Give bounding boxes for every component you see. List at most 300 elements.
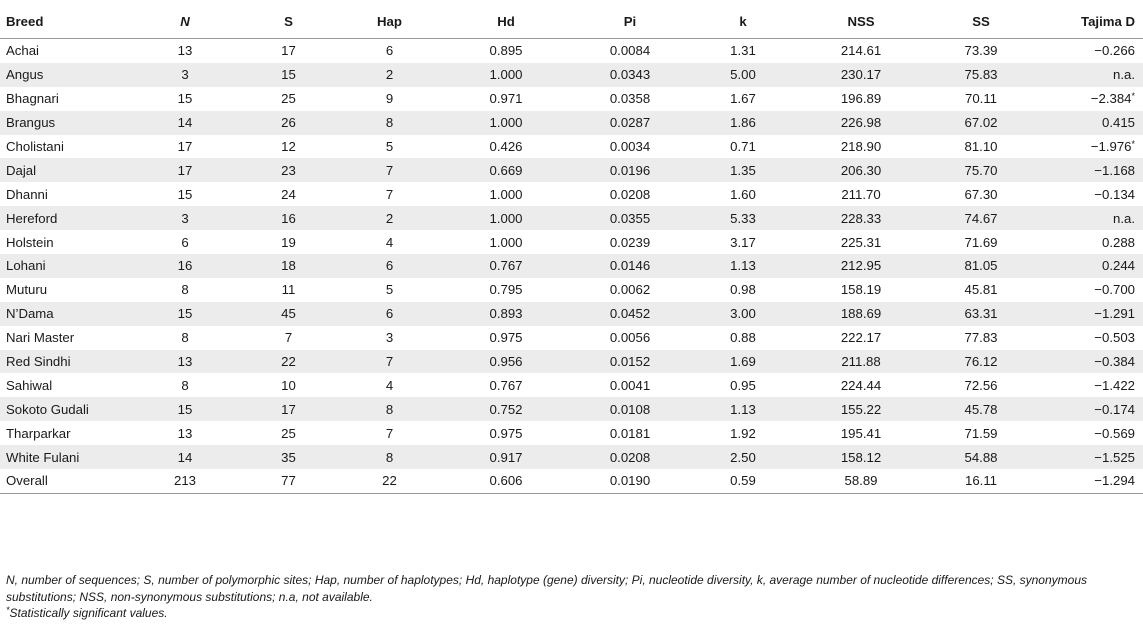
cell-pi — [570, 158, 690, 182]
significance-asterisk: * — [1131, 139, 1135, 149]
cell-k-value: 0.98 — [730, 282, 756, 298]
cell-hap — [337, 421, 442, 445]
significance-asterisk: * — [1131, 91, 1135, 102]
cell-ss — [926, 397, 1036, 421]
cell-s-value: 23 — [281, 162, 296, 178]
cell-hd-value: 1.000 — [489, 115, 523, 131]
cell-tajima-d-value: −0.700 — [1094, 282, 1135, 298]
cell-breed-value: Angus — [6, 67, 44, 83]
table-row — [0, 230, 1143, 254]
table-row — [0, 350, 1143, 374]
cell-hap-value: 5 — [385, 139, 394, 154]
cell-tajima-d — [1036, 350, 1143, 374]
cell-tajima-d-value: n.a. — [1113, 210, 1135, 226]
cell-breed — [0, 111, 130, 135]
cell-s-value: 26 — [281, 115, 296, 131]
cell-nss-value: 158.19 — [840, 282, 882, 298]
cell-n — [130, 302, 240, 326]
cell-k-value: 1.13 — [730, 401, 756, 417]
cell-hap — [337, 278, 442, 302]
cell-s-value: 25 — [281, 425, 296, 441]
cell-breed-value: Holstein — [6, 234, 54, 250]
cell-s — [240, 350, 337, 374]
cell-hap-value: 4 — [385, 377, 394, 393]
cell-tajima-d-value: −0.569 — [1094, 425, 1135, 441]
cell-breed — [0, 302, 130, 326]
cell-pi — [570, 63, 690, 87]
cell-s-value: 24 — [281, 186, 296, 202]
table-row — [0, 39, 1143, 63]
col-header-n: N — [130, 4, 240, 39]
cell-pi-value: 0.0062 — [609, 282, 651, 298]
cell-k — [690, 254, 796, 278]
cell-breed — [0, 350, 130, 374]
diversity-table — [0, 4, 1143, 494]
table-row — [0, 63, 1143, 87]
cell-ss — [926, 135, 1036, 159]
cell-n — [130, 397, 240, 421]
cell-n-value: 14 — [177, 115, 193, 131]
cell-hd — [442, 469, 570, 493]
cell-s-value: 11 — [281, 282, 296, 298]
cell-s — [240, 206, 337, 230]
cell-pi — [570, 278, 690, 302]
cell-hd-value: 0.752 — [489, 401, 523, 417]
cell-tajima-d — [1036, 421, 1143, 445]
cell-breed — [0, 469, 130, 493]
table-body — [0, 39, 1143, 494]
cell-ss-value: 81.10 — [964, 139, 998, 154]
cell-hd — [442, 326, 570, 350]
cell-n-value: 15 — [177, 91, 193, 107]
cell-nss-value: 222.17 — [840, 330, 882, 346]
col-header-hap: Hap — [337, 4, 442, 39]
col-header-tajima-d: Tajima D — [1036, 4, 1143, 39]
cell-hap — [337, 302, 442, 326]
cell-n — [130, 230, 240, 254]
cell-hd — [442, 182, 570, 206]
cell-hd-value: 1.000 — [489, 210, 523, 226]
cell-breed — [0, 445, 130, 469]
cell-hap-value: 6 — [385, 43, 394, 59]
cell-hap — [337, 111, 442, 135]
cell-hd-value: 0.767 — [489, 258, 523, 274]
cell-hap-value: 2 — [385, 67, 394, 83]
cell-s — [240, 326, 337, 350]
cell-pi — [570, 302, 690, 326]
cell-nss-value: 58.89 — [844, 473, 878, 489]
cell-breed-value: Sahiwal — [6, 377, 53, 393]
cell-pi-value: 0.0355 — [609, 210, 651, 226]
cell-ss — [926, 326, 1036, 350]
cell-s — [240, 445, 337, 469]
cell-hap — [337, 182, 442, 206]
cell-k — [690, 182, 796, 206]
cell-n-value: 15 — [177, 186, 193, 202]
cell-tajima-d-value: −1.291 — [1094, 306, 1135, 322]
cell-breed — [0, 373, 130, 397]
cell-pi-value: 0.0084 — [609, 43, 651, 59]
cell-hd-value: 0.971 — [489, 91, 523, 107]
cell-hap — [337, 87, 442, 111]
cell-ss — [926, 87, 1036, 111]
cell-s — [240, 421, 337, 445]
cell-nss — [796, 230, 926, 254]
cell-breed — [0, 230, 130, 254]
cell-nss-value: 230.17 — [840, 67, 882, 83]
cell-hap — [337, 469, 442, 493]
cell-hap — [337, 373, 442, 397]
cell-tajima-d-value: −0.384 — [1094, 354, 1135, 370]
cell-nss-value: 158.12 — [840, 449, 882, 465]
cell-hd — [442, 397, 570, 421]
cell-nss-value: 188.69 — [840, 306, 882, 322]
cell-k — [690, 421, 796, 445]
cell-s — [240, 63, 337, 87]
significance-footnote — [6, 605, 1136, 622]
cell-nss-value: 155.22 — [840, 401, 882, 417]
cell-k-value: 3.17 — [730, 234, 756, 250]
cell-breed-value: Brangus — [6, 115, 56, 131]
cell-ss-value: 71.69 — [964, 234, 998, 250]
cell-pi — [570, 421, 690, 445]
cell-k-value: 1.92 — [730, 425, 756, 441]
cell-tajima-d — [1036, 278, 1143, 302]
table-row — [0, 445, 1143, 469]
cell-n — [130, 182, 240, 206]
cell-hap — [337, 254, 442, 278]
cell-ss — [926, 254, 1036, 278]
cell-s-value: 18 — [281, 258, 296, 274]
cell-hap-value: 8 — [385, 401, 394, 417]
cell-hd — [442, 373, 570, 397]
col-header-nss: NSS — [796, 4, 926, 39]
col-header-k: k — [690, 4, 796, 39]
cell-hd — [442, 445, 570, 469]
cell-hap — [337, 350, 442, 374]
cell-hd — [442, 302, 570, 326]
cell-tajima-d-value: −0.134 — [1094, 186, 1135, 202]
cell-hap-value: 8 — [385, 449, 394, 465]
cell-breed — [0, 182, 130, 206]
cell-ss-value: 63.31 — [964, 306, 998, 322]
table-row — [0, 469, 1143, 493]
cell-hap-value: 22 — [382, 473, 397, 489]
col-header-s: S — [240, 4, 337, 39]
cell-nss — [796, 135, 926, 159]
cell-breed — [0, 254, 130, 278]
cell-ss — [926, 182, 1036, 206]
cell-s — [240, 373, 337, 397]
cell-hap-value: 7 — [385, 425, 394, 441]
col-header-pi: Pi — [570, 4, 690, 39]
cell-tajima-d — [1036, 373, 1143, 397]
cell-breed-value: Hereford — [6, 210, 58, 226]
cell-n — [130, 421, 240, 445]
cell-hd — [442, 350, 570, 374]
cell-ss-value: 75.83 — [964, 67, 998, 83]
cell-hd — [442, 206, 570, 230]
cell-breed — [0, 397, 130, 421]
cell-ss-value: 54.88 — [964, 449, 998, 465]
cell-s-value: 19 — [281, 234, 296, 250]
cell-n — [130, 373, 240, 397]
cell-pi — [570, 254, 690, 278]
cell-ss-value: 67.30 — [964, 186, 998, 202]
cell-pi-value: 0.0034 — [609, 139, 651, 154]
cell-nss-value: 214.61 — [840, 43, 882, 59]
cell-breed-value: Overall — [6, 473, 48, 489]
cell-n-value: 8 — [181, 330, 189, 346]
cell-k-value: 1.35 — [730, 162, 756, 178]
cell-breed — [0, 421, 130, 445]
cell-n-value: 16 — [177, 258, 193, 274]
cell-nss-value: 206.30 — [840, 162, 882, 178]
cell-breed-value: Tharparkar — [6, 425, 71, 441]
cell-hd — [442, 87, 570, 111]
cell-tajima-d-value: 0.244 — [1101, 258, 1135, 274]
cell-pi-value: 0.0146 — [609, 258, 651, 274]
cell-k-value: 0.59 — [730, 473, 756, 489]
cell-n-value: 15 — [177, 306, 193, 322]
cell-k-value: 0.71 — [730, 139, 756, 154]
cell-breed — [0, 135, 130, 159]
cell-hd — [442, 135, 570, 159]
cell-s-value: 35 — [281, 449, 296, 465]
cell-hd — [442, 39, 570, 63]
cell-s-value: 17 — [281, 43, 296, 59]
cell-hap-value: 7 — [385, 186, 394, 202]
cell-n — [130, 206, 240, 230]
cell-hap — [337, 158, 442, 182]
cell-hd — [442, 63, 570, 87]
cell-hap-value: 3 — [385, 330, 394, 346]
cell-ss — [926, 373, 1036, 397]
cell-hap — [337, 39, 442, 63]
cell-tajima-d-value: 0.415 — [1101, 115, 1135, 131]
cell-hd — [442, 278, 570, 302]
cell-nss — [796, 254, 926, 278]
cell-tajima-d — [1036, 445, 1143, 469]
cell-s-value: 15 — [281, 67, 296, 83]
cell-n-value: 6 — [181, 234, 189, 250]
cell-breed — [0, 39, 130, 63]
cell-pi-value: 0.0181 — [609, 425, 651, 441]
col-header-breed: Breed — [0, 4, 130, 39]
significance-marker: * — [6, 605, 10, 615]
cell-tajima-d-value: 0.288 — [1101, 234, 1135, 250]
cell-ss-value: 45.78 — [964, 401, 998, 417]
cell-ss-value: 74.67 — [964, 210, 998, 226]
cell-breed — [0, 63, 130, 87]
cell-ss — [926, 445, 1036, 469]
cell-pi — [570, 135, 690, 159]
cell-n-value: 13 — [177, 43, 193, 59]
table-row — [0, 111, 1143, 135]
cell-pi — [570, 87, 690, 111]
cell-hd-value: 1.000 — [489, 186, 523, 202]
cell-ss-value: 67.02 — [964, 115, 998, 131]
cell-breed-value: Red Sindhi — [6, 354, 71, 370]
cell-tajima-d — [1036, 135, 1143, 159]
cell-tajima-d-value: −1.168 — [1094, 162, 1135, 178]
cell-pi-value: 0.0196 — [609, 162, 651, 178]
cell-n-value: 8 — [181, 282, 189, 298]
cell-k — [690, 63, 796, 87]
cell-nss-value: 224.44 — [840, 377, 882, 393]
cell-tajima-d-value: −1.525 — [1094, 449, 1135, 465]
cell-tajima-d — [1036, 326, 1143, 350]
cell-s — [240, 230, 337, 254]
cell-hap-value: 4 — [385, 234, 394, 250]
abbreviation-footnote: N, number of sequences; S, number of polymorphic sites; Hap, number of haplotypes; Hd, haplotype (gene) diversity; Pi, nucleotide diversity, k, average number of nucleotide differences; SS, synonymous substitutions; NSS, non-synonymous substitutions; n.a, not available. — [6, 573, 1088, 604]
cell-hap-value: 8 — [385, 115, 394, 131]
cell-n-value: 17 — [177, 139, 193, 154]
cell-nss — [796, 469, 926, 493]
table-row — [0, 278, 1143, 302]
cell-k-value: 5.00 — [730, 67, 756, 83]
cell-breed-value: Dajal — [6, 162, 37, 178]
cell-pi — [570, 373, 690, 397]
cell-k — [690, 373, 796, 397]
cell-s-value: 22 — [281, 354, 296, 370]
cell-hap-value: 6 — [385, 306, 394, 322]
cell-nss — [796, 87, 926, 111]
cell-tajima-d — [1036, 230, 1143, 254]
cell-ss-value: 45.81 — [964, 282, 998, 298]
cell-nss — [796, 39, 926, 63]
cell-s-value: 12 — [281, 139, 296, 154]
cell-nss — [796, 182, 926, 206]
cell-k-value: 1.86 — [730, 115, 756, 131]
cell-tajima-d-value: −1.294 — [1094, 473, 1135, 489]
cell-ss — [926, 302, 1036, 326]
cell-pi — [570, 230, 690, 254]
cell-k — [690, 350, 796, 374]
cell-k — [690, 87, 796, 111]
cell-ss-value: 77.83 — [964, 330, 998, 346]
cell-n-value: 3 — [181, 67, 189, 83]
cell-k-value: 1.31 — [730, 43, 756, 59]
cell-pi — [570, 182, 690, 206]
cell-n-value: 17 — [177, 162, 193, 178]
cell-tajima-d — [1036, 63, 1143, 87]
cell-hap-value: 9 — [385, 91, 394, 107]
cell-nss-value: 226.98 — [840, 115, 882, 131]
cell-ss-value: 76.12 — [964, 354, 998, 370]
cell-ss-value: 70.11 — [964, 91, 998, 107]
cell-breed-value: Muturu — [6, 282, 48, 298]
cell-n-value: 213 — [173, 473, 196, 489]
cell-n — [130, 469, 240, 493]
cell-tajima-d — [1036, 158, 1143, 182]
cell-tajima-d-value: n.a. — [1113, 67, 1135, 83]
cell-hd-value: 0.975 — [489, 330, 523, 346]
cell-nss — [796, 302, 926, 326]
cell-s — [240, 158, 337, 182]
cell-k-value: 5.33 — [730, 210, 756, 226]
cell-pi — [570, 111, 690, 135]
cell-nss-value: 195.41 — [840, 425, 882, 441]
cell-pi — [570, 350, 690, 374]
cell-pi-value: 0.0152 — [609, 354, 651, 370]
cell-s — [240, 397, 337, 421]
cell-nss — [796, 278, 926, 302]
cell-n-value: 15 — [177, 401, 193, 417]
cell-pi-value: 0.0056 — [609, 330, 651, 346]
cell-n-value: 13 — [177, 354, 193, 370]
table-row — [0, 158, 1143, 182]
cell-hd-value: 0.669 — [489, 162, 523, 178]
cell-n — [130, 326, 240, 350]
cell-k — [690, 326, 796, 350]
cell-breed — [0, 326, 130, 350]
table-row — [0, 254, 1143, 278]
table-row — [0, 421, 1143, 445]
cell-breed — [0, 87, 130, 111]
cell-n — [130, 135, 240, 159]
cell-n-value: 3 — [181, 210, 189, 226]
cell-n — [130, 87, 240, 111]
table-row — [0, 87, 1143, 111]
table-row — [0, 302, 1143, 326]
cell-nss — [796, 326, 926, 350]
table-footnotes — [6, 572, 1136, 622]
cell-tajima-d-value: −0.266 — [1094, 43, 1135, 59]
cell-ss — [926, 278, 1036, 302]
cell-hd-value: 0.795 — [489, 282, 523, 298]
cell-s — [240, 39, 337, 63]
cell-breed-value: Nari Master — [6, 330, 75, 346]
cell-hd — [442, 254, 570, 278]
cell-ss — [926, 230, 1036, 254]
cell-hap — [337, 135, 442, 159]
cell-hd-value: 1.000 — [489, 234, 523, 250]
cell-s-value: 25 — [281, 91, 296, 107]
cell-tajima-d — [1036, 397, 1143, 421]
cell-nss — [796, 373, 926, 397]
cell-k-value: 0.95 — [730, 377, 756, 393]
cell-n — [130, 111, 240, 135]
cell-nss — [796, 206, 926, 230]
cell-hap-value: 7 — [385, 354, 394, 370]
cell-hd-value: 0.895 — [489, 43, 523, 59]
cell-k — [690, 206, 796, 230]
cell-pi-value: 0.0287 — [609, 115, 651, 131]
cell-hd-value: 0.606 — [489, 473, 523, 489]
cell-pi — [570, 326, 690, 350]
cell-s — [240, 469, 337, 493]
cell-ss — [926, 350, 1036, 374]
table-row — [0, 206, 1143, 230]
cell-s — [240, 254, 337, 278]
cell-breed-value: N’Dama — [6, 306, 54, 322]
cell-ss-value: 16.11 — [964, 473, 998, 489]
cell-hd-value: 0.956 — [489, 354, 523, 370]
cell-k — [690, 135, 796, 159]
cell-nss — [796, 445, 926, 469]
cell-tajima-d — [1036, 182, 1143, 206]
cell-tajima-d-value: −1.422 — [1094, 377, 1135, 393]
cell-hd-value: 0.917 — [489, 449, 523, 465]
cell-s-value: 17 — [281, 401, 296, 417]
cell-nss-value: 228.33 — [840, 210, 882, 226]
cell-hap — [337, 63, 442, 87]
cell-k — [690, 39, 796, 63]
cell-pi-value: 0.0358 — [609, 91, 651, 107]
cell-k — [690, 111, 796, 135]
cell-pi — [570, 206, 690, 230]
